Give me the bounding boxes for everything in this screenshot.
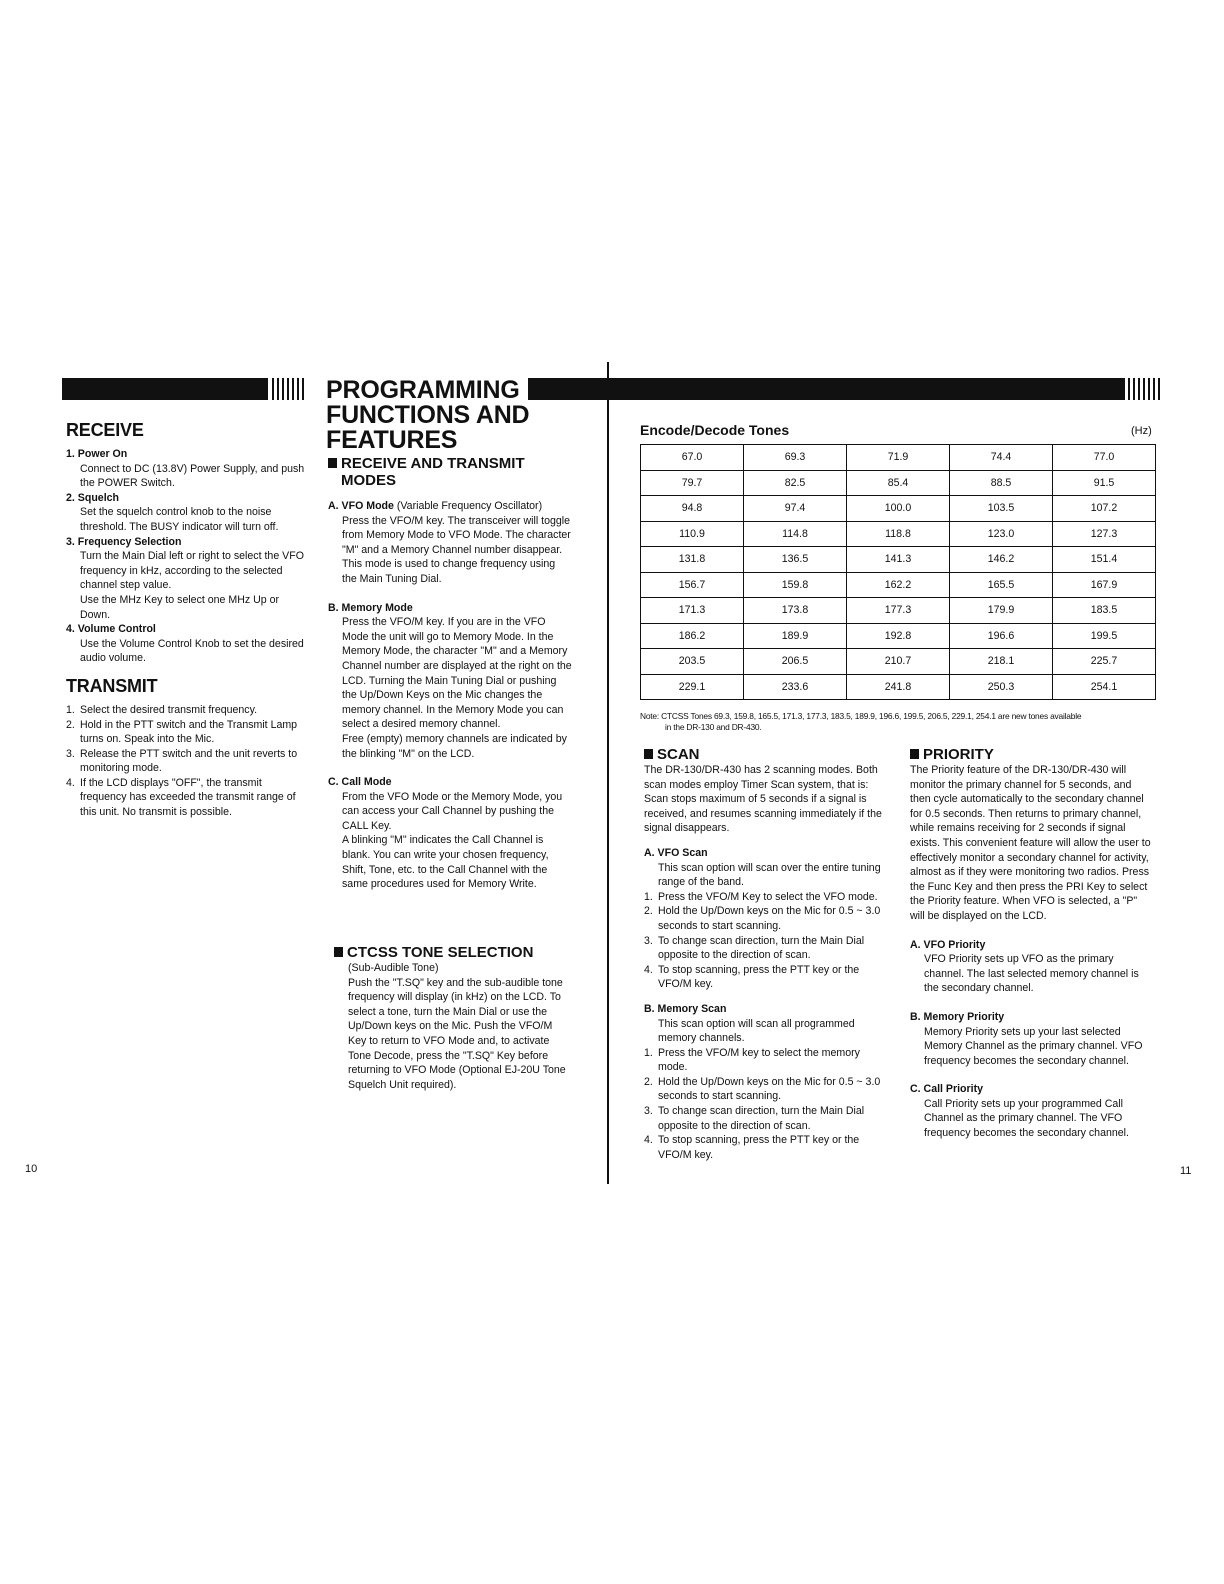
table-cell: 127.3 — [1053, 521, 1156, 547]
table-cell: 151.4 — [1053, 547, 1156, 573]
table-cell: 165.5 — [950, 572, 1053, 598]
receive-section — [66, 420, 306, 820]
table-cell: 88.5 — [950, 470, 1053, 496]
vfo-scan-steps — [644, 890, 884, 992]
table-cell: 254.1 — [1053, 674, 1156, 700]
ctcss-heading: CTCSS TONE SELECTION — [334, 944, 572, 961]
modes-heading: RECEIVE AND TRANSMIT MODES — [328, 455, 572, 489]
tones-table — [640, 444, 1156, 700]
list-item: 3. Release the PTT switch and the unit reverts to monitoring mode. — [66, 747, 298, 775]
left-header-bar — [62, 378, 268, 400]
table-cell: 103.5 — [950, 496, 1053, 522]
table-cell: 206.5 — [744, 649, 847, 675]
table-cell: 192.8 — [847, 623, 950, 649]
table-row — [641, 674, 1156, 700]
table-cell: 136.5 — [744, 547, 847, 573]
table-cell: 203.5 — [641, 649, 744, 675]
scan-section: SCAN The DR-130/DR-430 has 2 scanning modes. Both scan modes employ Timer Scan system, that is: Scan stops maximum of 5 seconds if a signal is received, and resumes scanning immediately if the signal disappears. A. VFO Scan This scan option will scan over the entire tuning range of the band. 1. Press the VFO/M Key to select the VFO mode. 2. Hold the Up/Down keys on the Mic for 0.5 ~ 3.0 seconds to start scanning. 3. To change scan direction, turn the Main Dial opposite to the direction of scan. 4. To stop scanning, press the PTT key or the VFO/M key. B. Memory Scan This scan option will scan all programmed memory channels. 1. Press the VFO/M key to select the memory mode. 2. Hold the Up/Down keys on the Mic for 0.5 ~ 3.0 seconds to start scanning. 3. To change scan direction, turn the Main Dial opposite to the direction of scan. 4. To stop scanning, press the PTT key or the VFO/M key. — [644, 746, 884, 1162]
table-row — [641, 649, 1156, 675]
table-cell: 167.9 — [1053, 572, 1156, 598]
right-header-ticks — [1128, 378, 1160, 400]
table-cell: 218.1 — [950, 649, 1053, 675]
table-cell: 241.8 — [847, 674, 950, 700]
table-cell: 97.4 — [744, 496, 847, 522]
tones-unit: (Hz) — [1131, 425, 1152, 437]
center-header-bar — [528, 378, 1125, 400]
transmit-heading: TRANSMIT — [66, 675, 158, 696]
table-cell: 250.3 — [950, 674, 1053, 700]
table-row — [641, 445, 1156, 471]
square-bullet-icon — [328, 458, 337, 468]
table-cell: 196.6 — [950, 623, 1053, 649]
receive-item: 3. Frequency Selection Turn the Main Dial left or right to select the VFO frequency in kHz, according to the selected channel step value. Use the MHz Key to select one MHz Up or Down. — [66, 535, 304, 621]
table-cell: 173.8 — [744, 598, 847, 624]
table-row — [641, 623, 1156, 649]
list-item: 1. Press the VFO/M key to select the memory mode. — [644, 1046, 860, 1074]
receive-item: 4. Volume Control Use the Volume Control Knob to set the desired audio volume. — [66, 623, 304, 665]
square-bullet-icon — [910, 749, 919, 759]
vfo-priority-title: A. VFO Priority — [910, 938, 986, 951]
table-row — [641, 496, 1156, 522]
table-cell: 114.8 — [744, 521, 847, 547]
table-cell: 171.3 — [641, 598, 744, 624]
page-number-left: 10 — [25, 1163, 38, 1175]
table-row — [641, 598, 1156, 624]
table-cell: 186.2 — [641, 623, 744, 649]
square-bullet-icon — [644, 749, 653, 759]
priority-section: PRIORITY The Priority feature of the DR-130/DR-430 will monitor the primary channel for 5 seconds, and then cycle automatically to the secondary channel for 0.5 seconds. Then returns to primary channel, while remains receiving for 2 seconds if signal exists. This convenient feature will allow the user to effectively monitor a secondary channel for activity, almost as if they were monitoring two radios. Press the Func Key and then press the PRI Key to select the Priority feature. When VFO is selected, a "P" will be displayed on the LCD. A. VFO Priority VFO Priority sets up VFO as the primary channel. The last selected memory channel is the secondary channel. B. Memory Priority Memory Priority sets up your last selected Memory Channel as the primary channel. VFO frequency becomes the secondary channel. C. Call Priority Call Priority sets up your programmed Call Channel as the primary channel. The VFO frequency becomes the secondary channel. — [910, 746, 1151, 1140]
table-cell: 189.9 — [744, 623, 847, 649]
memory-mode-title: B. Memory Mode — [328, 601, 413, 614]
tones-note: Note: CTCSS Tones 69.3, 159.8, 165.5, 171.3, 177.3, 183.5, 189.9, 196.6, 199.5, 206.5, 229.1, 254.1 are new tones available in the DR-130 and DR-430. — [640, 711, 1082, 732]
table-cell: 79.7 — [641, 470, 744, 496]
list-item: 3. To change scan direction, turn the Main Dial opposite to the direction of scan. — [644, 1105, 865, 1132]
table-cell: 162.2 — [847, 572, 950, 598]
tones-title: Encode/Decode Tones — [640, 422, 790, 438]
table-cell: 141.3 — [847, 547, 950, 573]
page-title: PROGRAMMING FUNCTIONS AND FEATURES — [326, 376, 530, 454]
table-row — [641, 470, 1156, 496]
table-cell: 123.0 — [950, 521, 1053, 547]
table-cell: 94.8 — [641, 496, 744, 522]
table-row — [641, 521, 1156, 547]
table-row — [641, 547, 1156, 573]
table-cell: 225.7 — [1053, 649, 1156, 675]
table-cell: 179.9 — [950, 598, 1053, 624]
vfo-mode-title: A. VFO Mode (Variable Frequency Oscillator) — [328, 500, 543, 512]
left-header-ticks — [272, 378, 304, 400]
scan-heading: SCAN — [644, 746, 884, 763]
table-cell: 159.8 — [744, 572, 847, 598]
memory-scan-steps — [644, 1046, 884, 1163]
memory-scan-title: B. Memory Scan — [644, 1002, 727, 1015]
table-cell: 229.1 — [641, 674, 744, 700]
table-cell: 107.2 — [1053, 496, 1156, 522]
list-item: 2. Hold the Up/Down keys on the Mic for 0.5 ~ 3.0 seconds to start scanning. — [644, 905, 881, 932]
table-cell: 110.9 — [641, 521, 744, 547]
table-row — [641, 572, 1156, 598]
table-cell: 67.0 — [641, 445, 744, 471]
table-cell: 233.6 — [744, 674, 847, 700]
receive-item: 1. Power On Connect to DC (13.8V) Power Supply, and push the POWER Switch. — [66, 448, 305, 490]
list-item: 1. Select the desired transmit frequency. — [66, 703, 258, 716]
list-item: 2. Hold the Up/Down keys on the Mic for 0.5 ~ 3.0 seconds to start scanning. — [644, 1075, 881, 1103]
table-cell: 118.8 — [847, 521, 950, 547]
table-cell: 69.3 — [744, 445, 847, 471]
page-divider — [607, 362, 609, 1184]
list-item: 2. Hold in the PTT switch and the Transmit Lamp turns on. Speak into the Mic. — [66, 718, 298, 746]
call-priority-title: C. Call Priority — [910, 1083, 983, 1096]
list-item: 3. To change scan direction, turn the Main Dial opposite to the direction of scan. — [644, 934, 865, 962]
list-item: 1. Press the VFO/M Key to select the VFO mode. — [644, 890, 878, 903]
list-item: 4. To stop scanning, press the PTT key or the VFO/M key. — [644, 1134, 860, 1161]
list-item: 4. If the LCD displays "OFF", the transmit frequency has exceeded the transmit range of this unit. No transmit is possible. — [66, 776, 296, 819]
table-cell: 146.2 — [950, 547, 1053, 573]
call-mode-title: C. Call Mode — [328, 776, 392, 789]
square-bullet-icon — [334, 947, 343, 957]
table-cell: 183.5 — [1053, 598, 1156, 624]
table-cell: 100.0 — [847, 496, 950, 522]
table-cell: 85.4 — [847, 470, 950, 496]
table-cell: 131.8 — [641, 547, 744, 573]
table-cell: 156.7 — [641, 572, 744, 598]
table-cell: 82.5 — [744, 470, 847, 496]
table-cell: 210.7 — [847, 649, 950, 675]
memory-priority-title: B. Memory Priority — [910, 1010, 1005, 1023]
transmit-list — [66, 703, 306, 820]
table-cell: 77.0 — [1053, 445, 1156, 471]
receive-heading: RECEIVE — [66, 420, 144, 440]
table-cell: 71.9 — [847, 445, 950, 471]
table-cell: 177.3 — [847, 598, 950, 624]
table-cell: 74.4 — [950, 445, 1053, 471]
modes-section: RECEIVE AND TRANSMIT MODES A. VFO Mode (Variable Frequency Oscillator) Press the VFO/M key. The transceiver will toggle from Memory Mode to VFO Mode. The character "M" and a Memory Channel number disappear. This mode is used to change frequency using the Main Tuning Dial. B. Memory Mode Press the VFO/M key. If you are in the VFO Mode the unit will go to Memory Mode. In the Memory Mode, the character "M" and a Memory Channel number are displayed at the right on the LCD. Turning the Main Tuning Dial or pushing the Up/Down Keys on the Mic changes the memory channel. In the Memory Mode you can select a desired memory channel. Free (empty) memory channels are indicated by the blinking "M" on the LCD. C. Call Mode From the VFO Mode or the Memory Mode, you can access your Call Channel by pushing the CALL Key. A blinking "M" indicates the Call Channel is blank. You can write your chosen frequency, Shift, Tone, etc. to the Call Channel with the same procedures used for Memory Write. — [328, 455, 572, 891]
vfo-scan-title: A. VFO Scan — [644, 846, 708, 859]
receive-item: 2. Squelch Set the squelch control knob to the noise threshold. The BUSY indicator will turn off. — [66, 491, 279, 533]
ctcss-section: CTCSS TONE SELECTION (Sub-Audible Tone) Push the "T.SQ" key and the sub-audible tone frequency will display (in kHz) on the LCD. To select a tone, turn the Main Dial or use the Up/Down keys on the Mic. Push the VFO/M Key to return to VFO Mode and, to activate Tone Decode, press the "T.SQ" Key before returning to VFO Mode (Optional EJ-20U Tone Squelch Unit required). — [334, 944, 572, 1092]
priority-heading: PRIORITY — [910, 746, 1152, 763]
table-cell: 199.5 — [1053, 623, 1156, 649]
table-cell: 91.5 — [1053, 470, 1156, 496]
list-item: 4. To stop scanning, press the PTT key or the VFO/M key. — [644, 963, 860, 991]
page-number-right: 11 — [1180, 1165, 1192, 1177]
